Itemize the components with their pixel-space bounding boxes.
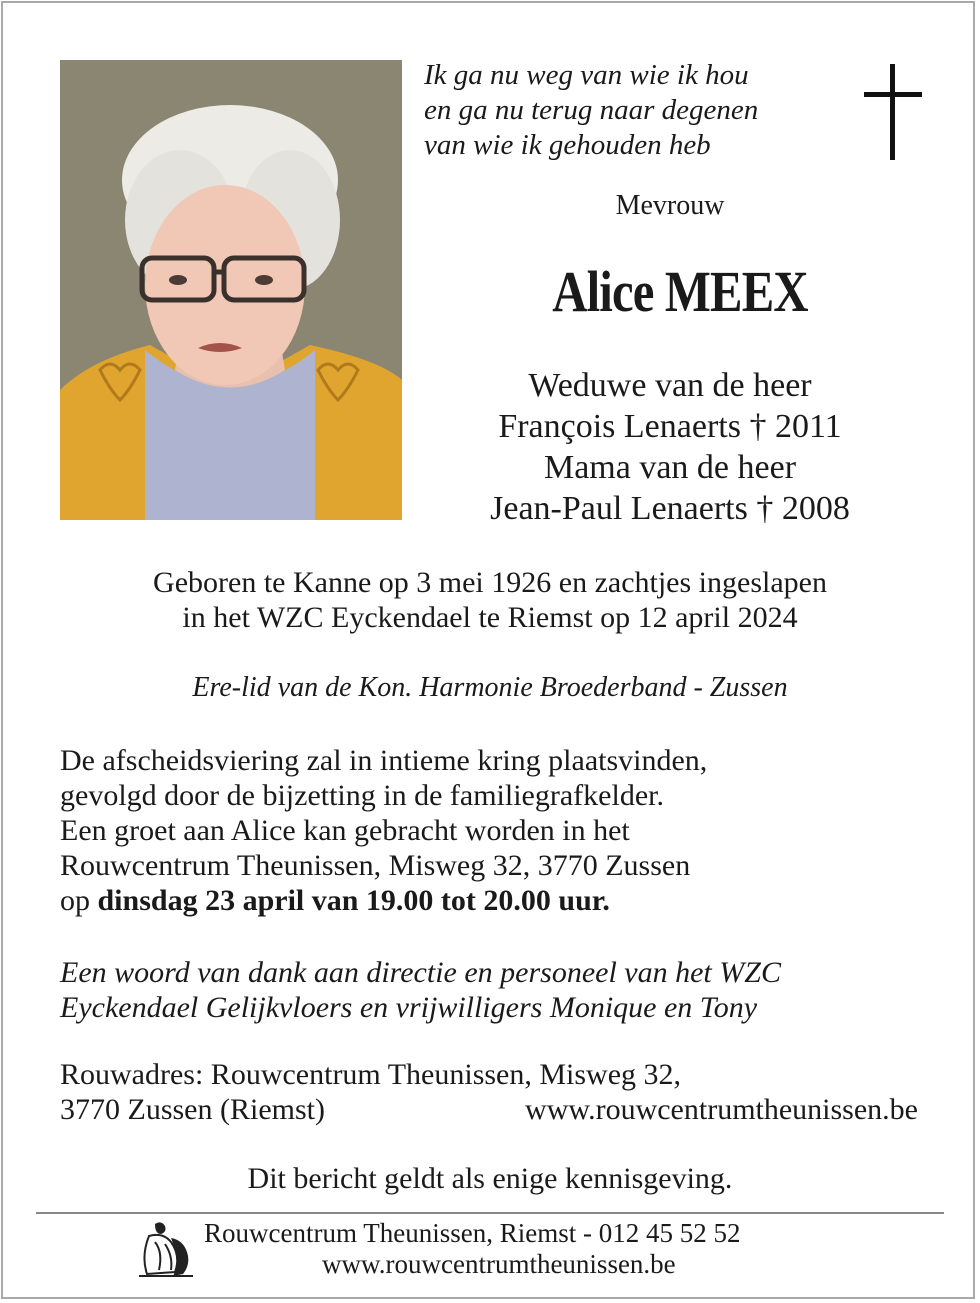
address-city: 3770 Zussen (Riemst)	[60, 1093, 325, 1126]
ceremony-line	[60, 883, 940, 918]
cross-icon	[864, 64, 922, 160]
relation-line: François Lenaerts † 2011	[498, 408, 842, 445]
footer-contact	[200, 1218, 850, 1280]
thanks-note	[60, 955, 940, 1025]
birth-line: Geboren te Kanne op 3 mei 1926 en zachtjes ingeslapen	[153, 566, 827, 599]
ceremony-line: Een groet aan Alice kan gebracht worden in het	[60, 814, 630, 847]
ceremony-prefix: op	[60, 884, 98, 917]
relation-line: Weduwe van de heer	[528, 367, 812, 404]
address-row	[60, 1092, 918, 1127]
honorary-membership: Ere-lid van de Kon. Harmonie Broederband - Zussen	[192, 672, 788, 703]
footer-divider	[36, 1212, 944, 1214]
funeral-home-logo-icon	[135, 1218, 197, 1280]
portrait-photo	[60, 60, 402, 520]
ceremony-line: Rouwcentrum Theunissen, Misweg 32, 3770 Zussen	[60, 849, 691, 882]
footer-website-link[interactable]: www.rouwcentrumtheunissen.be	[322, 1249, 676, 1279]
poem	[424, 58, 844, 163]
poem-line: en ga nu terug naar degenen	[424, 94, 759, 126]
poem-line: Ik ga nu weg van wie ik hou	[424, 59, 749, 91]
ceremony-datetime: dinsdag 23 april van 19.00 tot 20.00 uur.	[97, 884, 610, 917]
birth-death-info	[0, 565, 980, 635]
website-link[interactable]: www.rouwcentrumtheunissen.be	[525, 1093, 918, 1126]
mourning-address	[60, 1057, 940, 1127]
deceased-name: Alice MEEX	[552, 259, 808, 324]
poem-line: van wie ik gehouden heb	[424, 129, 711, 161]
ceremony-line: gevolgd door de bijzetting in de familiegrafkelder.	[60, 779, 664, 812]
honorific: Mevrouw	[615, 190, 725, 221]
thanks-line: Eyckendael Gelijkvloers en vrijwilligers Monique en Tony	[60, 991, 758, 1024]
portrait-illustration	[60, 60, 402, 520]
footer-company: Rouwcentrum Theunissen, Riemst - 012 45 52 52	[204, 1218, 741, 1248]
ceremony-line: De afscheidsviering zal in intieme kring plaatsvinden,	[60, 744, 708, 777]
relation-line: Jean-Paul Lenaerts † 2008	[490, 490, 850, 527]
address-line: Rouwadres: Rouwcentrum Theunissen, Misweg 32,	[60, 1058, 682, 1091]
family-relations	[430, 365, 910, 529]
death-line: in het WZC Eyckendael te Riemst op 12 april 2024	[182, 601, 798, 634]
thanks-line: Een woord van dank aan directie en personeel van het WZC	[60, 956, 781, 989]
ceremony-info	[60, 743, 940, 918]
notice-text: Dit bericht geldt als enige kennisgeving.	[247, 1162, 733, 1195]
relation-line: Mama van de heer	[543, 449, 797, 486]
